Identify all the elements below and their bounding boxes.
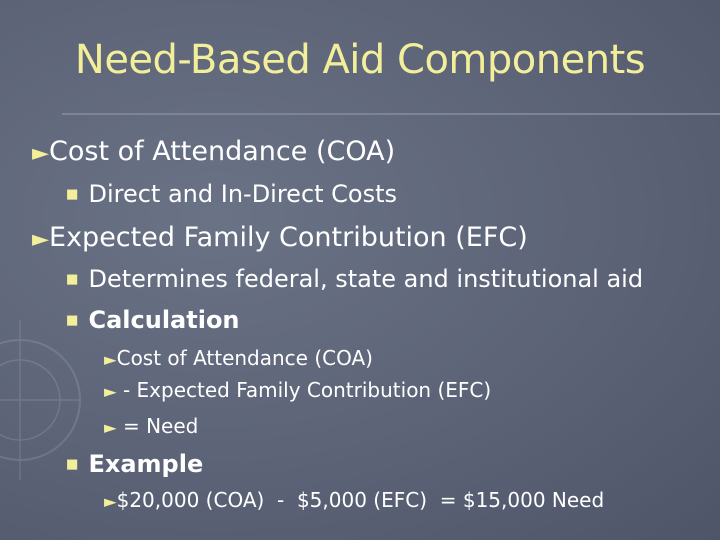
bullet-efc	[32, 224, 528, 251]
triangle-bullet-icon: ►	[104, 382, 117, 401]
triangle-bullet-icon: ►	[104, 350, 117, 369]
subbullet-text: Direct and In-Direct Costs	[88, 180, 398, 208]
bullet-text: Cost of Attendance (COA)	[49, 136, 396, 167]
subbullet-example	[66, 452, 203, 476]
calc-text: Cost of Attendance (COA)	[116, 346, 373, 370]
background-decoration	[0, 260, 110, 540]
square-bullet-icon: ■	[66, 457, 79, 472]
bullet-cost-of-attendance	[32, 138, 395, 165]
example-line	[104, 490, 604, 510]
calc-text: - Expected Family Contribution (EFC)	[116, 378, 492, 402]
subbullet-calculation	[66, 308, 240, 332]
square-bullet-icon: ■	[66, 313, 79, 328]
title-divider	[62, 113, 720, 115]
slide-title: Need-Based Aid Components	[74, 37, 646, 83]
calc-line-need	[104, 416, 198, 436]
subbullet-direct-indirect	[66, 182, 397, 206]
calc-line-efc	[104, 380, 491, 400]
triangle-bullet-icon: ►	[104, 418, 117, 437]
subbullet-determines-aid	[66, 267, 643, 291]
example-text: $20,000 (COA) - $5,000 (EFC) = $15,000 Need	[116, 488, 605, 512]
square-bullet-icon: ■	[66, 187, 79, 202]
calc-line-coa	[104, 348, 373, 368]
subbullet-text: Determines federal, state and institutional aid	[88, 265, 644, 293]
triangle-bullet-icon: ►	[32, 140, 50, 166]
subbullet-text: Calculation	[88, 306, 240, 334]
triangle-bullet-icon: ►	[32, 226, 50, 252]
calc-text: = Need	[116, 414, 199, 438]
subbullet-text: Example	[88, 450, 204, 478]
square-bullet-icon: ■	[66, 272, 79, 287]
bullet-text: Expected Family Contribution (EFC)	[49, 222, 528, 253]
triangle-bullet-icon: ►	[104, 492, 117, 511]
